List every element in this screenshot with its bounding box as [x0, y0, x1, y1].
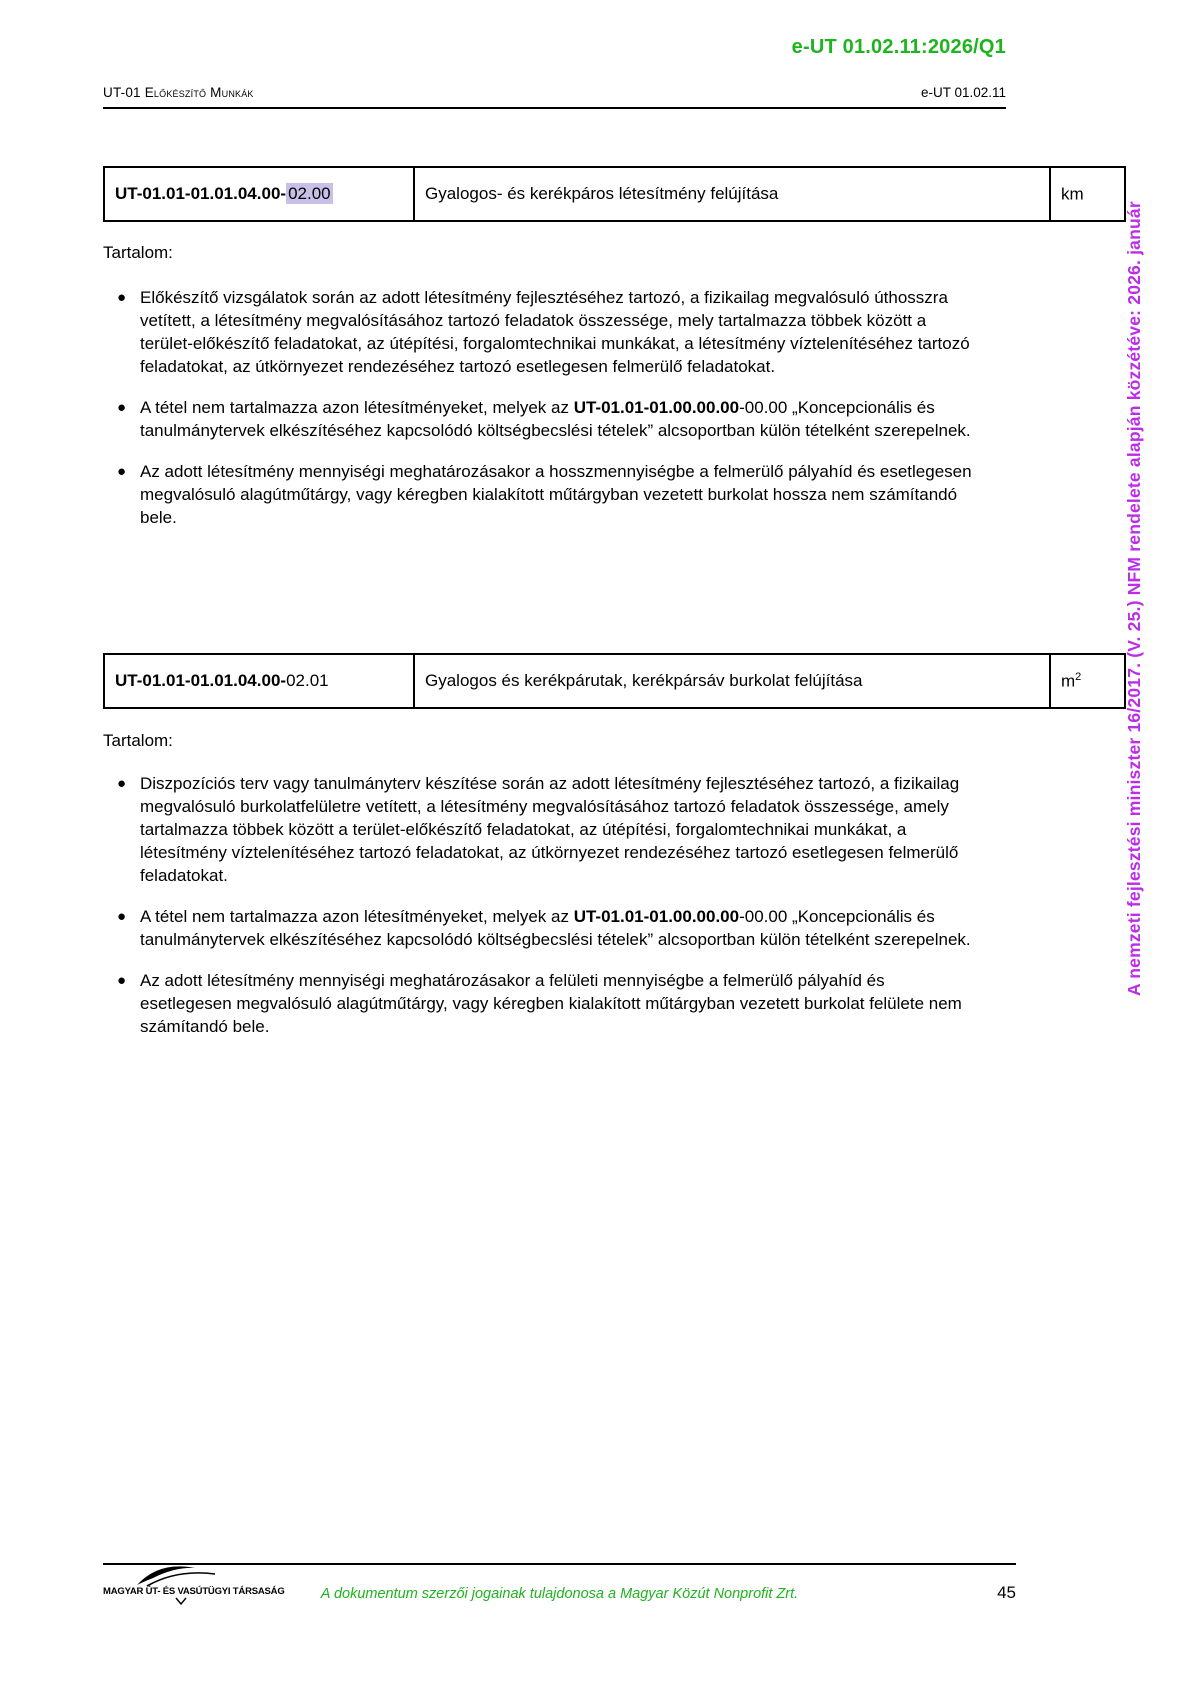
list-item [117, 286, 989, 378]
item-code-suffix-highlighted: 02.00 [288, 184, 331, 203]
item-unit-cell [1050, 654, 1125, 708]
unit-superscript: 2 [1075, 670, 1082, 683]
bullet-text: Diszpozíciós terv vagy tanulmányterv készítése során az adott létesítmény fejlesztéséhez tartozó, a fizikailag megvalósuló burkolatfelületre vetített, a létesítmény megvalósításához tartozó feladatok összessége, amely tartalmazza többek között a terület-előkészítő feladatokat, az útépítési, forgalomtechnikai munkákat, a létesítmény víztelenítéséhez tartozó feladatokat, az útkörnyezet rendezéséhez tartozó esetlegesen felmerülő feladatokat. [140, 774, 960, 885]
list-item [117, 396, 989, 442]
bullet-text-segment: -00.00 „Koncepcionális és tanulmánytervek elkészítéséhez kapcsolódó költségbecslési tételek” alcsoportban külön tételként szerepelnek. [140, 907, 971, 949]
item-code-suffix: 02.01 [286, 671, 329, 690]
bullet-icon: ● [117, 463, 127, 480]
table-row [104, 654, 1125, 708]
bullet-text [140, 905, 974, 951]
item-title-cell: Gyalogos- és kerékpáros létesítmény felújítása [414, 167, 1050, 221]
bullet-text: Az adott létesítmény mennyiségi meghatározásakor a hosszmennyiségbe a felmerülő pályahíd és esetlegesen megvalósuló alagútműtárgy, vagy kéregben kialakított műtárgyban vezetett burkolat hossza nem számítandó bele. [140, 462, 972, 527]
logo-caption: MAGYAR ÚT- ÉS VASÚTÜGYI TÁRSASÁG [103, 1586, 285, 1597]
publication-note-vertical: A nemzeti fejlesztési miniszter 16/2017. (V. 25.) NFM rendelete alapján közzétéve: 2026. január [1124, 201, 1144, 996]
item-table-0201 [103, 653, 1126, 709]
list-item [117, 905, 989, 951]
content-label: Tartalom: [103, 243, 173, 262]
bullet-text [140, 396, 974, 442]
copyright-notice: A dokumentum szerzői jogainak tulajdonosa a Magyar Közút Nonprofit Zrt. [320, 1586, 799, 1602]
running-header-right: e-UT 01.02.11 [920, 85, 1006, 100]
item-code-cell [104, 654, 414, 708]
bullet-icon: ● [117, 908, 127, 925]
table-row [104, 167, 1125, 221]
running-header [103, 85, 1006, 100]
bullet-text-segment: A tétel nem tartalmazza azon létesítményeket, melyek az [140, 398, 574, 417]
doc-version-label: e-UT 01.02.11:2026/Q1 [791, 36, 1006, 58]
bullet-text: Előkészítő vizsgálatok során az adott létesítmény fejlesztéséhez tartozó, a fizikailag megvalósuló úthosszra vetített, a létesítmény megvalósításához tartozó feladatok összessége, mely tartalmazza többek között a terület-előkészítő feladatokat, az útépítési, forgalomtechnikai munkákat, a létesítmény víztelenítéséhez tartozó feladatokat, az útkörnyezet rendezéséhez tartozó esetlegesen felmerülő feladatokat. [140, 288, 970, 376]
list-item [117, 969, 989, 1038]
item-unit-cell [1050, 167, 1125, 221]
list-item [117, 772, 989, 887]
content-label: Tartalom: [103, 731, 173, 750]
item-code-prefix: UT-01.01-01.01.04.00- [115, 184, 287, 203]
referenced-item-code: UT-01.01-01.00.00.00 [573, 398, 740, 417]
bullet-text: Az adott létesítmény mennyiségi meghatározásakor a felületi mennyiségbe a felmerülő pályahíd és esetlegesen megvalósuló alagútműtárgy, vagy kéregben kialakított műtárgyban vezetett burkolat felülete nem számítandó bele. [140, 971, 962, 1036]
unit-base: m [1061, 671, 1076, 691]
bullet-icon: ● [117, 289, 127, 306]
item-code-prefix: UT-01.01-01.01.04.00- [115, 671, 287, 690]
header-rule [103, 107, 1006, 109]
item-code-cell [104, 167, 414, 221]
referenced-item-code: UT-01.01-01.00.00.00 [573, 907, 740, 926]
bullet-icon: ● [117, 775, 127, 792]
unit-base: km [1061, 184, 1084, 204]
list-item [117, 460, 989, 529]
bullet-list-0200 [117, 286, 989, 547]
bullet-icon: ● [117, 972, 127, 989]
bullet-text-segment: -00.00 „Koncepcionális és tanulmánytervek elkészítéséhez kapcsolódó költségbecslési tételek” alcsoportban külön tételként szerepelnek. [140, 398, 971, 440]
bullet-text-segment: A tétel nem tartalmazza azon létesítményeket, melyek az [140, 907, 574, 926]
running-header-left: UT-01 Előkészítő Munkák [103, 85, 254, 100]
page-number: 45 [997, 1583, 1016, 1602]
item-title-cell: Gyalogos és kerékpárutak, kerékpársáv burkolat felújítása [414, 654, 1050, 708]
bullet-icon: ● [117, 399, 127, 416]
item-table-0200 [103, 166, 1126, 222]
bullet-list-0201 [117, 772, 989, 1056]
